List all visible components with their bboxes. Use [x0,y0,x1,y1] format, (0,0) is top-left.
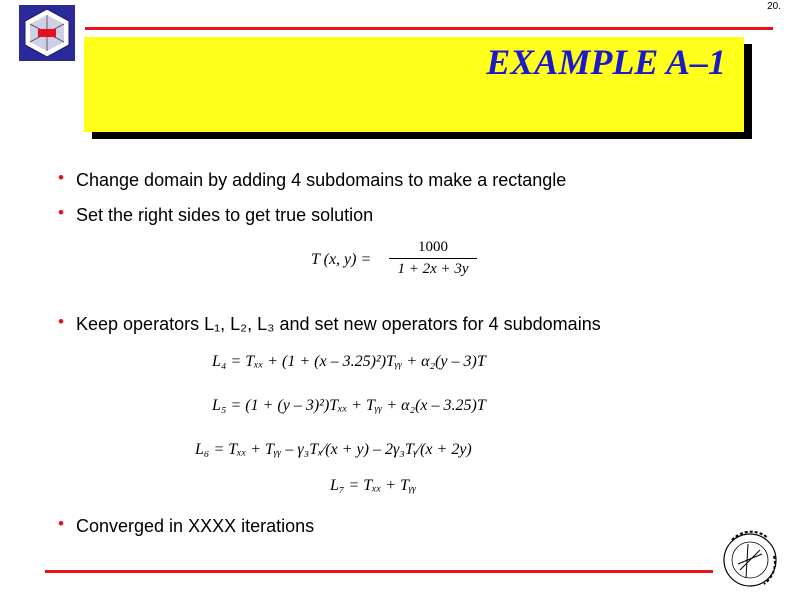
bullet-icon: • [58,514,64,533]
operator-l6: L₆ = Tₓₓ + Tᵧᵧ – γ₃Tₓ⁄(x + y) – 2γ₃Tᵧ⁄(x + 2y) [195,441,472,458]
bullet-text: Set the right sides to get true solution [76,205,374,225]
fraction-numerator: 1000 [418,239,448,255]
operator-l7: L₇ = Tₓₓ + Tᵧᵧ [330,477,417,494]
page-number: 20. [767,1,781,12]
top-rule [85,27,773,30]
formula-fraction [389,240,477,277]
bottom-rule [45,570,713,573]
slide-title: EXAMPLE A–1 [486,42,726,82]
bullet-icon: • [58,168,64,187]
bullet-text: Keep operators L₁, L₂, L₃ and set new operators for 4 subdomains [76,314,601,334]
fraction-bar [389,258,477,259]
fraction-denominator: 1 + 2x + 3y [397,261,469,277]
operator-l4: L₄ = Tₓₓ + (1 + (x – 3.25)²)Tᵧᵧ + α₂(y – 3)T [212,353,486,370]
logo-icon [19,5,75,61]
operator-l5: L₅ = (1 + (y – 3)²)Tₓₓ + Tᵧᵧ + α₂(x – 3.25)T [212,397,486,414]
bullet-text: Converged in XXXX iterations [76,516,315,536]
bullet-text: Change domain by adding 4 subdomains to make a rectangle [76,170,567,190]
title-banner [84,37,744,132]
university-seal-icon [718,520,778,600]
bullet-icon: • [58,312,64,331]
formula-lhs: T (x, y) = [311,251,372,268]
bullet-icon: • [58,203,64,222]
